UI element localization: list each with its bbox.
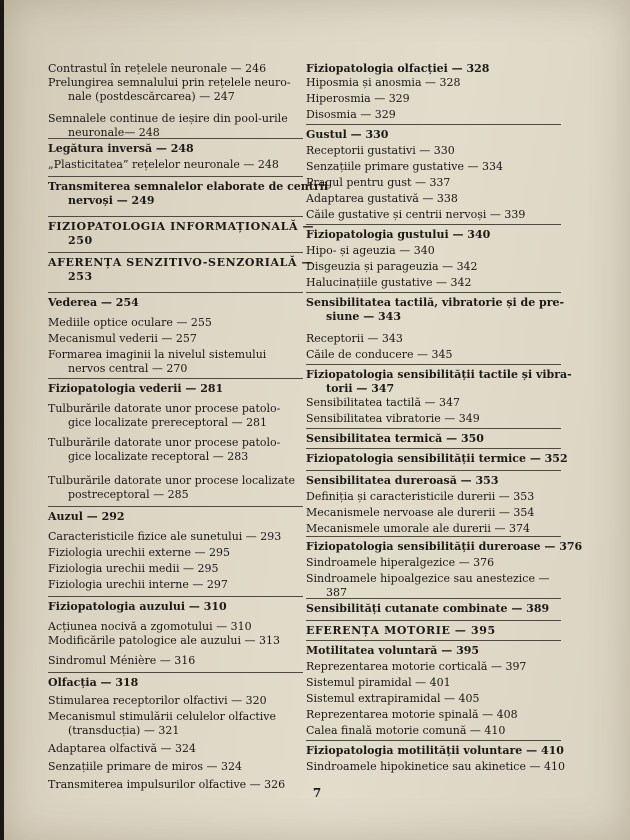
toc-entry [306,92,561,106]
toc-entry-text: Pragul pentru gust — 337 [306,176,451,189]
toc-entry-text: Sensibilitatea tactilă — 347 [306,396,460,409]
toc-section-heading [306,474,561,488]
toc-entry [48,474,303,502]
toc-entry-text: Disosmia — 329 [306,108,396,121]
toc-entry [48,710,303,738]
toc-entry [306,260,561,274]
toc-entry-text: Sensibilitatea tactilă, vibratorie și de pre- [306,296,565,309]
toc-entry [306,208,561,222]
toc-entry-text: Mecanismul stimulării celulelor olfactive [48,710,277,723]
toc-entry-text: Formarea imaginii la nivelul sistemului [48,348,267,361]
toc-entry-text: Adaptarea gustativă — 338 [306,192,458,205]
toc-entry-text: Senzațiile primare de miros — 324 [48,760,243,773]
toc-entry [306,244,561,258]
section-divider [48,138,303,139]
section-divider [306,536,561,537]
toc-entry-text: Mecanismele nervoase ale durerii — 354 [306,506,535,519]
toc-entry-continuation: gice localizate receptoral — 283 [68,450,249,463]
toc-section-heading [48,256,314,284]
toc-entry-continuation: torii — 347 [326,382,395,395]
toc-entry-text: Transmiterea semnalelor elaborate de centrii [48,180,329,193]
section-divider [306,364,561,365]
toc-entry [306,724,561,738]
section-divider [48,216,303,217]
section-divider [306,428,561,429]
toc-entry-text: Fiziopatologia motilității voluntare — 410 [306,744,564,757]
toc-entry-text: Prelungirea semnalului prin rețelele neuro- [48,76,291,89]
toc-entry-continuation: 250 [68,234,93,247]
toc-entry [306,522,561,536]
section-divider [48,252,303,253]
toc-entry-text: Sindroamele hipoalgezice sau anestezice — [306,572,550,585]
section-divider [48,176,303,177]
toc-section-heading [306,432,561,446]
toc-entry-text: Fiziopatologia olfacției — 328 [306,62,490,75]
toc-section-heading [306,128,561,142]
toc-entry-text: Reprezentarea motorie spinală — 408 [306,708,518,721]
toc-entry-text: Fiziopatologia sensibilității tactile și vibra- [306,368,572,381]
section-divider [48,672,303,673]
section-divider [306,598,561,599]
toc-entry-continuation: gice localizate prereceptoral — 281 [68,416,268,429]
toc-section-heading [48,676,303,690]
section-divider [306,470,561,471]
toc-entry-text: Sindroamele hiperalgezice — 376 [306,556,495,569]
toc-entry-continuation: postreceptoral — 285 [68,488,189,501]
toc-entry-text: Fiziopatologia sensibilității termice — 352 [306,452,568,465]
toc-entry [306,676,561,690]
toc-entry-text: Contrastul în rețelele neuronale — 246 [48,62,267,75]
toc-entry-text: Semnalele continue de ieșire din pool-urile [48,112,288,125]
section-divider [306,124,561,125]
toc-entry [48,62,303,76]
toc-entry-text: Căile de conducere — 345 [306,348,453,361]
section-divider [306,292,561,293]
toc-section-heading [306,540,583,554]
toc-entry-text: Mecanismul vederii — 257 [48,332,197,345]
toc-section-heading [48,510,303,524]
toc-entry [306,396,561,410]
toc-entry-text: Vederea — 254 [48,296,139,309]
toc-entry-text: Sistemul extrapiramidal — 405 [306,692,480,705]
toc-entry-text: Senzațiile primare gustative — 334 [306,160,503,173]
toc-entry-continuation: neuronale— 248 [68,126,160,139]
toc-entry [306,760,565,774]
toc-entry-text: Fiziologia urechii externe — 295 [48,546,230,559]
section-divider [306,620,561,621]
toc-entry [48,530,303,544]
toc-entry-text: Sensibilitatea dureroasă — 353 [306,474,499,487]
toc-entry-text: Receptorii — 343 [306,332,403,345]
section-divider [306,740,561,741]
toc-entry-text: Sensibilități cutanate combinate — 389 [306,602,550,615]
toc-entry-text: Hiposmia și anosmia — 328 [306,76,461,89]
toc-entry [48,620,303,634]
toc-entry-text: AFERENȚA SENZITIVO-SENZORIALĂ — [48,256,314,269]
toc-entry-text: FIZIOPATOLOGIA INFORMAȚIONALĂ — [48,220,315,233]
section-divider [306,448,561,449]
section-divider [48,292,303,293]
toc-entry [306,708,561,722]
toc-entry [306,556,561,570]
toc-entry [306,506,561,520]
toc-section-heading [48,180,329,208]
toc-section-heading [306,296,565,324]
toc-entry-text: Definiția și caracteristicile durerii — 353 [306,490,535,503]
toc-entry-text: Căile gustative și centrii nervoși — 339 [306,208,526,221]
toc-entry [48,760,303,774]
toc-entry-text: Fiziopatologia gustului — 340 [306,228,491,241]
toc-entry-text: Mediile optice oculare — 255 [48,316,212,329]
toc-entry-text: Fiziopatologia vederii — 281 [48,382,224,395]
toc-entry [306,276,561,290]
toc-entry-text: Receptorii gustativi — 330 [306,144,455,157]
toc-entry-text: Adaptarea olfactivă — 324 [48,742,197,755]
toc-entry-text: Fiziologia urechii interne — 297 [48,578,228,591]
toc-entry-continuation: (transducția) — 321 [68,724,180,737]
toc-entry [48,742,303,756]
toc-entry-text: Sindromul Ménière — 316 [48,654,196,667]
toc-section-heading [306,368,572,396]
toc-entry [48,112,303,140]
toc-section-heading [306,62,561,76]
toc-entry-text: Acțiunea nocivă a zgomotului — 310 [48,620,252,633]
toc-entry-text: Sindroamele hipokinetice sau akinetice — 410 [306,760,565,773]
toc-section-heading [306,624,561,638]
toc-entry-continuation: nervos central — 270 [68,362,188,375]
toc-entry-text: Hiperosmia — 329 [306,92,410,105]
toc-entry-continuation: 253 [68,270,93,283]
toc-entry-text: Motilitatea voluntară — 395 [306,644,480,657]
toc-entry-text: Legătura inversă — 248 [48,142,194,155]
toc-section-heading [306,602,561,616]
toc-entry-text: Hipo- și ageuzia — 340 [306,244,435,257]
toc-section-heading [306,452,568,466]
toc-section-heading [48,382,303,396]
toc-section-heading [48,220,315,248]
toc-entry-text: Sensibilitatea termică — 350 [306,432,484,445]
section-divider [48,506,303,507]
page-number: 7 [312,786,322,800]
toc-entry-text: Calea finală motorie comună — 410 [306,724,506,737]
toc-entry [306,76,561,90]
toc-entry-text: Sensibilitatea vibratorie — 349 [306,412,480,425]
toc-entry [306,490,561,504]
toc-entry-text: Fiziopatologia sensibilității dureroase — 376 [306,540,583,553]
toc-entry-text: Tulburările datorate unor procese patolo- [48,436,281,449]
toc-entry-continuation: nervoși — 249 [68,194,155,207]
toc-section-heading [306,644,561,658]
toc-entry-text: Modificările patologice ale auzului — 313 [48,634,281,647]
toc-entry [306,176,561,190]
toc-entry-text: Tulburările datorate unor procese patolo- [48,402,281,415]
toc-entry-text: Reprezentarea motorie corticală — 397 [306,660,527,673]
toc-entry [48,158,303,172]
toc-entry [306,692,561,706]
section-divider [306,640,561,641]
toc-entry-text: Transmiterea impulsurilor olfactive — 326 [48,778,286,791]
toc-entry [306,192,561,206]
section-divider [306,224,561,225]
toc-entry-text: EFERENȚA MOTORIE — 395 [306,624,496,637]
toc-section-heading [48,142,303,156]
toc-entry-text: Caracteristicile fizice ale sunetului — 293 [48,530,282,543]
toc-entry [48,316,303,330]
toc-entry-text: „Plasticitatea” rețelelor neuronale — 248 [48,158,279,171]
toc-entry [306,108,561,122]
toc-entry-text: Gustul — 330 [306,128,389,141]
book-page [4,0,630,840]
toc-entry [306,660,561,674]
toc-entry [48,654,303,668]
toc-section-heading [306,744,564,758]
toc-entry [306,572,561,600]
toc-entry-text: Halucinațiile gustative — 342 [306,276,472,289]
toc-entry [306,412,561,426]
toc-entry [48,348,303,376]
toc-entry-text: Fiziologia urechii medii — 295 [48,562,219,575]
toc-entry-continuation: siune — 343 [326,310,401,323]
toc-entry-text: Sistemul piramidal — 401 [306,676,451,689]
toc-entry [48,546,303,560]
section-divider [48,596,303,597]
toc-entry-text: Stimularea receptorilor olfactivi — 320 [48,694,267,707]
toc-entry-continuation: nale (postdescărcarea) — 247 [68,90,235,103]
toc-entry [48,562,303,576]
toc-entry [48,402,303,430]
toc-entry [48,332,303,346]
toc-section-heading [306,228,561,242]
toc-entry [48,634,303,648]
toc-entry-text: Auzul — 292 [48,510,125,523]
toc-entry-text: Fiziopatologia auzului — 310 [48,600,227,613]
toc-section-heading [48,296,303,310]
toc-entry [48,76,303,104]
toc-entry-text: Tulburările datorate unor procese localizate [48,474,296,487]
toc-entry [48,694,303,708]
toc-entry [306,348,561,362]
toc-entry [48,436,303,464]
toc-entry [306,144,561,158]
toc-entry-continuation: 387 [326,586,347,599]
toc-entry-text: Mecanismele umorale ale durerii — 374 [306,522,530,535]
toc-entry [306,160,561,174]
toc-entry-text: Olfacția — 318 [48,676,139,689]
toc-entry [306,332,561,346]
section-divider [48,378,303,379]
toc-entry [48,578,303,592]
toc-section-heading [48,600,303,614]
toc-entry-text: Disgeuzia și parageuzia — 342 [306,260,478,273]
